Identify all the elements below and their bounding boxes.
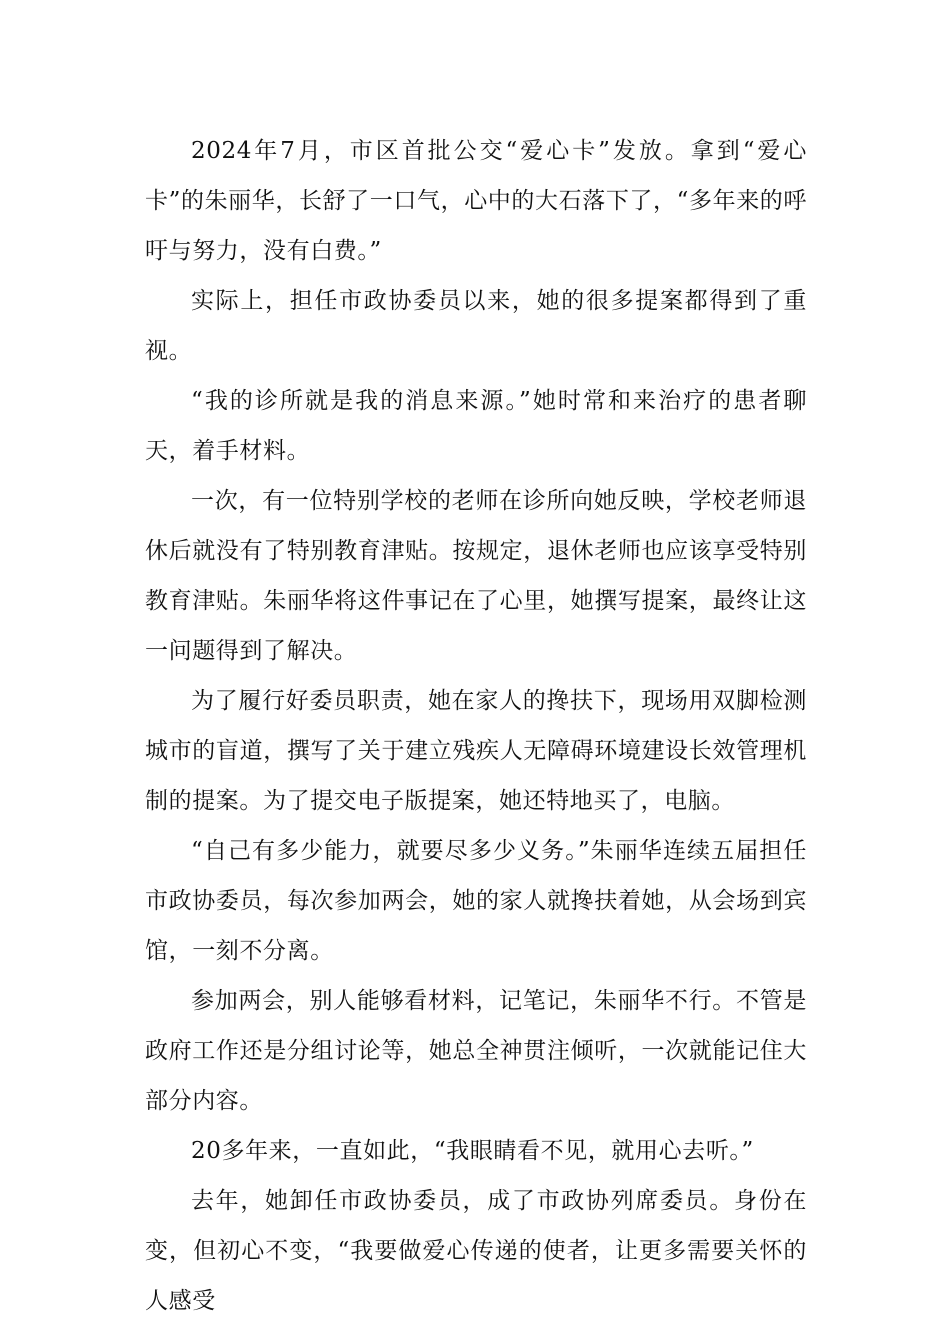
paragraph-5: 为了履行好委员职责，她在家人的搀扶下，现场用双脚检测城市的盲道，撰写了关于建立残疾人无障碍环境建设长效管理机制的提案。为了提交电子版提案，她还特地买了，电脑。 <box>145 688 807 814</box>
paragraph-8: 20多年来，一直如此，“我眼睛看不见，就用心去听。” <box>191 1138 754 1164</box>
paragraph-6: “自己有多少能力，就要尽多少义务。”朱丽华连续五届担任市政协委员，每次参加两会，她的家人就搀扶着她，从会场到宾馆，一刻不分离。 <box>145 838 807 964</box>
paragraph-7: 参加两会，别人能够看材料，记笔记，朱丽华不行。不管是政府工作还是分组讨论等，她总全神贯注倾听，一次就能记住大部分内容。 <box>145 988 807 1114</box>
paragraph-9: 去年，她卸任市政协委员，成了市政协列席委员。身份在变，但初心不变，“我要做爱心传递的使者，让更多需要关怀的人感受 <box>145 1188 807 1314</box>
paragraph-3: “我的诊所就是我的消息来源。”她时常和来治疗的患者聊天，着手材料。 <box>145 388 807 464</box>
paragraph-2: 实际上，担任市政协委员以来，她的很多提案都得到了重视。 <box>145 288 807 364</box>
article-body <box>145 126 807 1326</box>
paragraph-4: 一次，有一位特别学校的老师在诊所向她反映，学校老师退休后就没有了特别教育津贴。按规定，退休老师也应该享受特别教育津贴。朱丽华将这件事记在了心里，她撰写提案，最终让这一问题得到了解决。 <box>145 488 807 664</box>
paragraph-1: 2024年7月，市区首批公交“爱心卡”发放。拿到“爱心卡”的朱丽华，长舒了一口气，心中的大石落下了，“多年来的呼吁与努力，没有白费。” <box>145 138 807 264</box>
